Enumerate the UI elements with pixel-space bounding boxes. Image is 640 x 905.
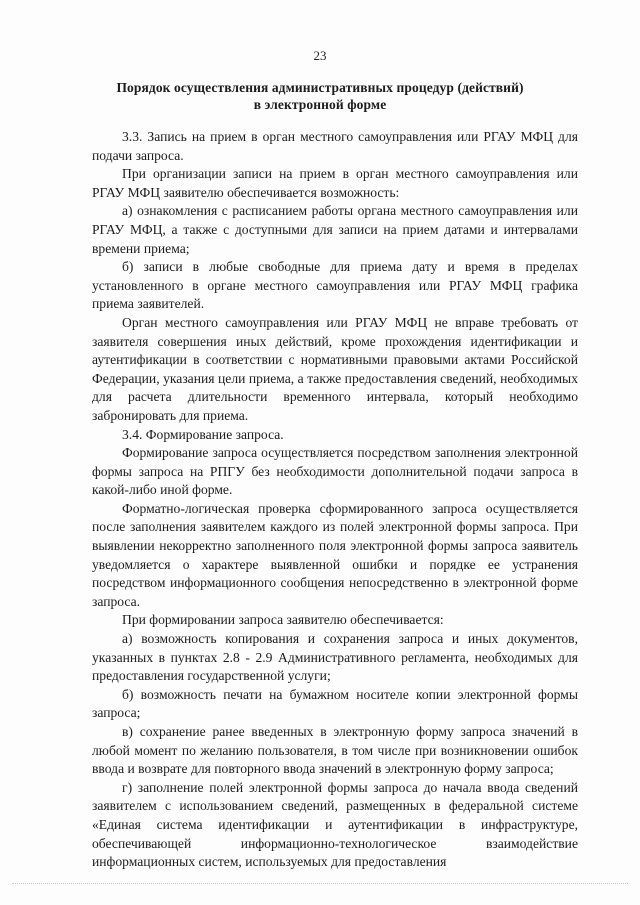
paragraph-item-a-copying: а) возможность копирования и сохранения запроса и иных документов, указанных в пунктах 2.8 - 2.9 Административного регламента, необходимых для предоставления государственной услуги; bbox=[92, 631, 578, 684]
paragraph-provided-features-intro: При формировании запроса заявителю обеспечивается: bbox=[122, 612, 444, 628]
paragraph-item-v-saving: в) сохранение ранее введенных в электронную форму запроса значений в любой момент по желанию пользователя, в том числе при возникновении ошибок ввода и возврате для повторного ввода значений в электронную форму запроса; bbox=[92, 724, 578, 777]
paragraph-item-g-prefill: г) заполнение полей электронной формы запроса до начала ввода сведений заявителем с использованием сведений, размещенных в федеральной системе «Единая система идентификации и аутентификации в инфраструктуре, обеспечивающей информационно-технологическое взаимодействие информационных систем, используемых для предоставления bbox=[92, 779, 578, 870]
paragraph-item-b-printing: б) возможность печати на бумажном носителе копии электронной формы запроса; bbox=[92, 686, 578, 721]
paragraph-request-forming: Формирование запроса осуществляется посредством заполнения электронной формы запроса на РПГУ без необходимости дополнительной подачи запроса в какой-либо иной форме. bbox=[92, 445, 578, 498]
paragraph-restrictions: Орган местного самоуправления или РГАУ МФЦ не вправе требовать от заявителя совершения иных действий, кроме прохождения идентификации и аутентификации в соответствии с нормативными правовыми актами Российской Федерации, указания цели приема, а также предоставления сведений, необходимых для расчета длительности временного интервала, который необходимо забронировать для приема. bbox=[92, 314, 578, 423]
paragraph-3-3-title: 3.3. Запись на прием в орган местного самоуправления или РГАУ МФЦ для подачи запроса. bbox=[92, 129, 578, 163]
section-heading-line-1: Порядок осуществления административных процедур (действий) bbox=[116, 80, 524, 95]
paragraph-3-4-title: 3.4. Формирование запроса. bbox=[122, 426, 284, 442]
paragraph-appointment-intro: При организации записи на прием в орган местного самоуправления или РГАУ МФЦ заявителю обеспечивается возможность: bbox=[92, 166, 578, 200]
document-body bbox=[92, 128, 578, 872]
page-number: 23 bbox=[313, 48, 327, 63]
paragraph-item-b-booking: б) записи в любые свободные для приема дату и время в пределах установленного в органе местного самоуправления или РГАУ МФЦ графика приема заявителей. bbox=[92, 259, 578, 312]
bottom-scan-artifact-line bbox=[12, 883, 628, 884]
paragraph-format-check: Форматно-логическая проверка сформированного запроса осуществляется после заполнения заявителем каждого из полей электронной формы запроса. При выявлении некорректно заполненного поля электронной формы запроса заявитель уведомляется о характере выявленной ошибки и порядке ее устранения посредством информационного сообщения непосредственно в электронной форме запроса. bbox=[92, 500, 578, 609]
section-heading bbox=[92, 79, 548, 113]
paragraph-item-a-schedule: а) ознакомления с расписанием работы органа местного самоуправления или РГАУ МФЦ, а также с доступными для записи на прием датами и интервалами времени приема; bbox=[92, 203, 578, 256]
section-heading-line-2: в электронной форме bbox=[253, 97, 387, 112]
